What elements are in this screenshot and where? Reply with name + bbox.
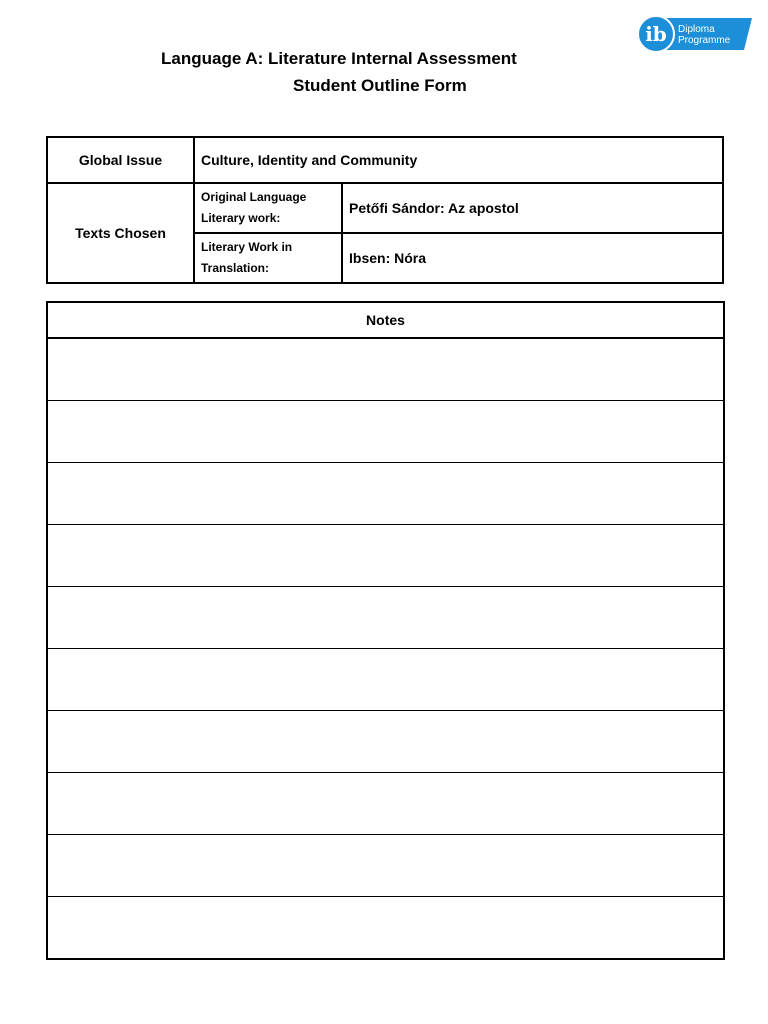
page-title: Language A: Literature Internal Assessment (161, 49, 517, 68)
notes-row[interactable] (47, 463, 724, 525)
notes-header: Notes (47, 302, 724, 338)
texts-table (46, 136, 724, 284)
original-work-row (47, 183, 723, 233)
global-issue-row (47, 137, 723, 183)
notes-row[interactable] (47, 711, 724, 773)
page-subtitle: Student Outline Form (293, 76, 467, 95)
notes-row[interactable] (47, 587, 724, 649)
notes-row[interactable] (47, 649, 724, 711)
texts-chosen-label: Texts Chosen (47, 183, 194, 283)
translation-label-line1: Literary Work in (201, 240, 293, 254)
notes-row[interactable] (47, 835, 724, 897)
logo-line2: Programme (678, 35, 731, 46)
notes-row[interactable] (47, 401, 724, 463)
notes-row[interactable] (47, 897, 724, 960)
translation-label-line2: Translation: (201, 261, 270, 275)
original-label-line2: Literary work: (201, 211, 281, 225)
global-issue-value[interactable]: Culture, Identity and Community (194, 137, 723, 183)
original-work-value[interactable]: Petőfi Sándor: Az apostol (342, 183, 723, 233)
notes-row[interactable] (47, 773, 724, 835)
notes-row[interactable] (47, 525, 724, 587)
translation-label (194, 233, 342, 283)
notes-row[interactable] (47, 338, 724, 401)
translation-work-value[interactable]: Ibsen: Nóra (342, 233, 723, 283)
logo-line1: Diploma (678, 24, 715, 35)
original-label-line1: Original Language (201, 190, 307, 204)
global-issue-label: Global Issue (47, 137, 194, 183)
ib-diploma-programme-logo (636, 14, 752, 54)
original-language-label (194, 183, 342, 233)
logo-mark: ib (645, 22, 667, 46)
notes-table (46, 301, 725, 960)
